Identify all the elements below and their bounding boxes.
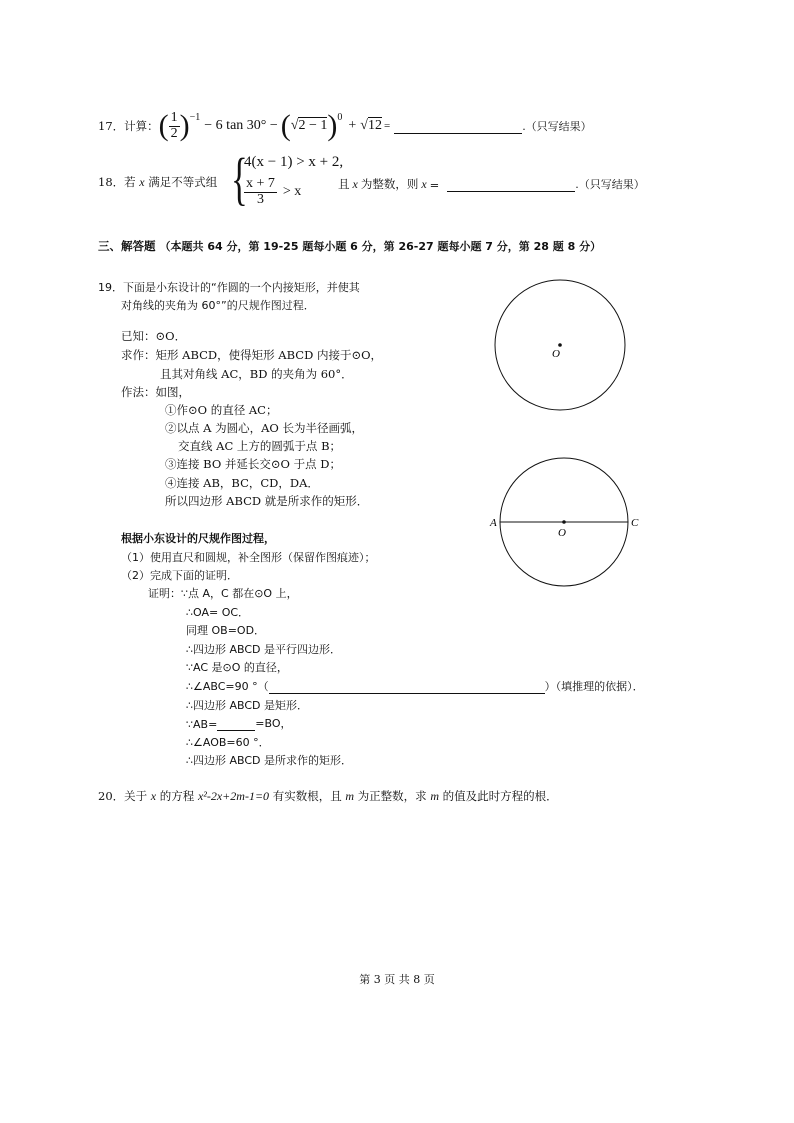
q19-conclusion: 所以四边形 ABCD 就是所求作的矩形． [165,494,369,508]
figure1-center-dot [558,343,562,347]
q19-proof-5: ∵AC 是⊙O 的直径， [186,661,288,674]
figure2-label-c: C [631,517,639,529]
q19-step-2a: ②以点 A 为圆心，AO 长为半径画弧， [165,421,364,435]
page-footer: 第 3 页 共 8 页 [359,973,435,986]
q18-prefix-b: 满足不等式组 [148,175,218,189]
q17-fraction [169,111,180,141]
q17-equals: = [383,120,391,132]
q18-number: 18． [98,175,125,189]
q17-prefix: 计算： [124,119,159,133]
q19-intro-2: 对角线的夹角为 60°”的尺规作图过程． [121,299,315,312]
q17-exp-zero: 0 [337,111,343,123]
q18-mid-c: = [429,178,440,192]
q18-var-x2: x [352,177,358,191]
q18-ineq2-den: 3 [256,191,264,207]
q19-intro-1-text: 下面是小东设计的“作圆的一个内接矩形，并使其 [123,281,360,294]
q18-var-x: x [139,175,145,189]
q17-plus: + [348,118,357,133]
q19-figure-2 [486,454,646,594]
figure2-center-dot [562,520,566,524]
q19-number: 19． [98,281,123,294]
q19-requirement-1: 求作：矩形 ABCD，使得矩形 ABCD 内接于⊙O， [121,348,383,362]
q20-var-x: x [150,789,157,803]
q20-line [98,788,558,804]
q18-answer-blank[interactable] [447,177,575,192]
q17-sqrt12-inner: 12 [367,118,382,133]
q19-step-4: ④连接 AB，BC，CD，DA． [165,476,319,490]
q19-known: 已知：⊙O． [121,329,187,343]
q19-proof-8b: =BO， [255,717,292,730]
q18-mid-a: 且 [338,177,350,191]
q20-number: 20． [98,789,125,803]
q20-var-m: m [345,789,355,803]
q19-intro-1 [98,279,360,295]
q17-line [98,106,592,146]
q20-equation: x²-2x+2m-1=0 [197,789,270,803]
q20-text-b: 的方程 [159,789,195,803]
q17-number: 17． [98,119,125,133]
q18-line [98,174,217,190]
q19-step-3: ③连接 BO 并延长交⊙O 于点 D； [165,457,341,471]
q19-method: 作法：如图， [121,385,190,399]
q19-proof-8a: ∵AB= [186,718,218,731]
q19-basis: 根据小东设计的尺规作图过程， [121,532,275,545]
q19-step-1: ①作⊙O 的直径 AC； [165,403,278,417]
q19-figure-1 [490,275,630,415]
q19-requirement-2: 且其对角线 AC，BD 的夹角为 60°． [160,367,353,381]
q18-ineq2 [244,177,301,207]
q19-proof-2: ∴OA= OC． [186,606,250,619]
q19-proof-8 [186,715,292,731]
q19-basis-blank[interactable] [269,680,545,694]
q20-text-a: 关于 [124,789,148,803]
q19-proof-1: 证明：∵点 A，C 都在⊙O 上， [148,587,298,600]
q19-ab-blank[interactable] [217,717,255,731]
q18-tail: .（只写结果） [575,178,645,191]
section3-title: 三、解答题 [98,239,156,253]
q20-text-c: 有实数根，且 [272,789,342,803]
q20-text-d: 为正整数，求 [357,789,427,803]
q18-tail-line [338,176,645,192]
q20-var-m2: m [430,789,440,803]
q19-task-1: （1）使用直尺和圆规，补全图形（保留作图痕迹）； [121,551,376,564]
q19-proof-6a: ∴∠ABC=90 °（ [186,680,269,693]
q19-proof-10: ∴四边形 ABCD 是所求作的矩形． [186,754,353,767]
q17-frac-den: 2 [170,125,178,141]
q19-step-2b: 交直线 AC 上方的圆弧于点 B； [178,439,342,453]
q18-ineq2-rhs: > x [282,184,302,200]
q19-proof-6b: ）（填推理的依据）． [544,680,644,693]
q17-exp-neg1: −1 [189,111,201,123]
q18-var-x3: x [421,177,427,191]
section3-heading [98,238,601,254]
q17-frac-num: 1 [170,109,178,125]
q19-proof-7: ∴四边形 ABCD 是矩形． [186,699,309,712]
q19-proof-6 [186,678,644,694]
q18-ineq1: 4(x − 1) > x + 2, [244,154,344,170]
q17-answer-blank[interactable] [394,119,522,134]
q17-expression: ( $\frac{1}{2}$ ) $^{-1}$ − 6 tan 30° − ( √2 − 1 ) $^0$ + √12 = [158,109,391,142]
figure2-label-a: A [490,517,497,529]
q17-tail: .（只写结果） [522,120,592,133]
q18-mid-b: 为整数，则 [360,177,419,191]
q18-brace: { [231,146,248,211]
q19-proof-3: 同理 OB=OD． [186,624,266,637]
q17-sqrt2-inner: 2 − 1 [298,118,328,133]
section3-note: （本题共 64 分，第 19-25 题每小题 6 分，第 26-27 题每小题 7 分，第 28 题 8 分） [159,240,602,253]
q19-task-2: （2）完成下面的证明． [121,569,238,582]
q17-term-tan: − 6 tan 30° − [204,118,278,133]
q18-prefix-a: 若 [124,175,136,189]
q17-sqrt2: √2 − 1 [290,118,328,133]
q18-ineq2-num: x + 7 [246,176,275,191]
q20-text-e: 的值及此时方程的根． [442,789,558,803]
figure1-label-o: O [552,348,560,360]
q19-proof-9: ∴∠AOB=60 °． [186,736,270,749]
q19-proof-4: ∴四边形 ABCD 是平行四边形． [186,643,342,656]
figure2-label-o: O [558,527,566,539]
q17-sqrt12: √12 [360,118,382,133]
